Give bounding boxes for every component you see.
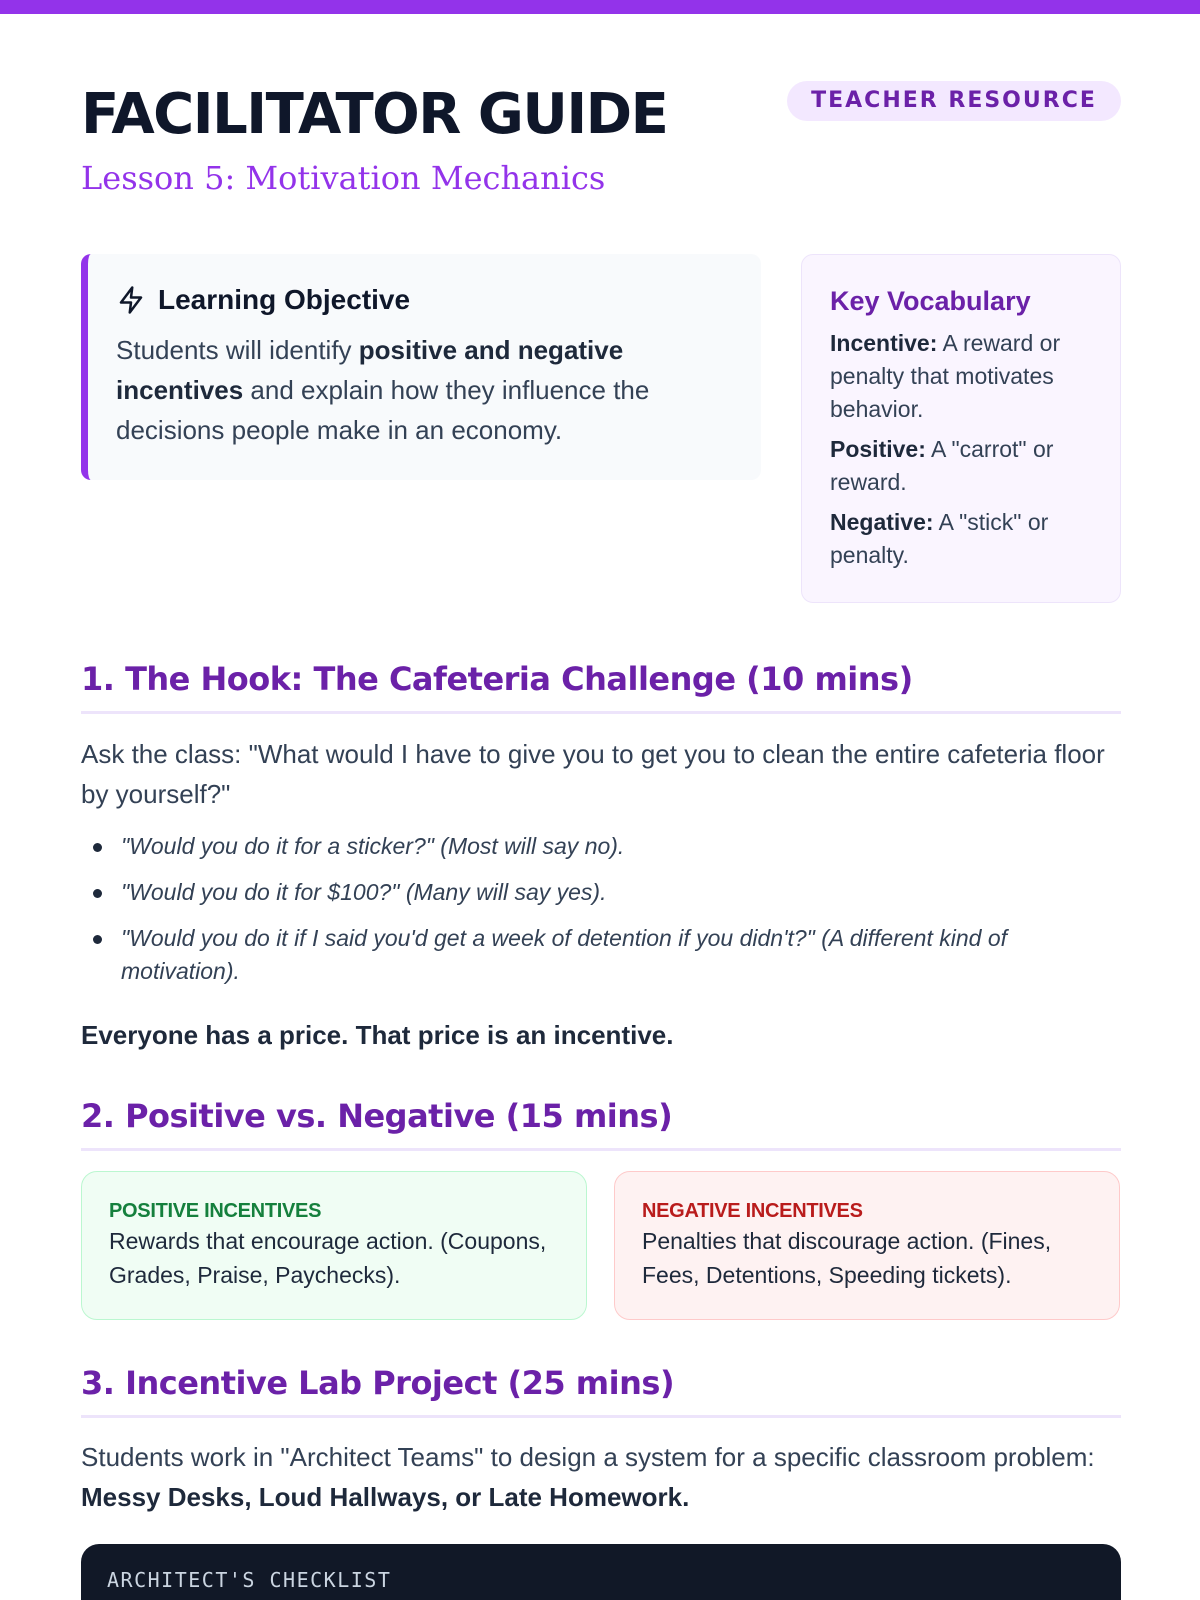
section-2-heading: 2. Positive vs. Negative (15 mins) bbox=[81, 1093, 1121, 1151]
list-item-text: "Would you do it for a sticker?" (Most will say no). bbox=[121, 833, 625, 859]
vocab-term: Positive: bbox=[830, 436, 926, 462]
objective-text-start: Students will identify bbox=[116, 335, 359, 365]
section-3-text-bold: Messy Desks, Loud Hallways, or Late Homework. bbox=[81, 1482, 690, 1512]
vocab-definition: A reward or penalty that motivates behavior. bbox=[830, 330, 1061, 422]
vocab-item-incentive bbox=[830, 327, 1094, 426]
objective-title: Learning Objective bbox=[158, 284, 411, 315]
objective-text-end: and explain how they influence the decisions people make in an economy. bbox=[116, 375, 650, 445]
list-item bbox=[81, 830, 1121, 863]
negative-card-label: NEGATIVE INCENTIVES bbox=[642, 1200, 863, 1222]
list-item bbox=[81, 922, 1121, 988]
vocab-term: Negative: bbox=[830, 509, 934, 535]
vocab-term: Incentive: bbox=[830, 330, 938, 356]
vocab-item-negative bbox=[830, 506, 1094, 572]
objective-text bbox=[116, 330, 731, 450]
bullet-dot bbox=[93, 935, 102, 944]
teacher-resource-badge: TEACHER RESOURCE bbox=[787, 81, 1121, 121]
vocab-definition: A "stick" or penalty. bbox=[830, 509, 1049, 568]
list-item bbox=[81, 876, 1121, 909]
vocab-item-positive bbox=[830, 433, 1094, 499]
negative-card-text: Penalties that discourage action. (Fines, Fees, Detentions, Speeding tickets). bbox=[642, 1228, 1052, 1288]
negative-incentives-card bbox=[614, 1171, 1120, 1320]
checklist-title: ARCHITECT'S CHECKLIST bbox=[107, 1568, 392, 1592]
section-1-conclusion: Everyone has a price. That price is an incentive. bbox=[81, 1020, 674, 1050]
positive-incentives-card bbox=[81, 1171, 587, 1320]
learning-objective-box bbox=[81, 254, 761, 480]
objective-header bbox=[116, 280, 731, 320]
lightning-icon bbox=[116, 285, 146, 315]
list-item-text: "Would you do it for $100?" (Many will say yes). bbox=[121, 879, 607, 905]
section-3-text bbox=[81, 1437, 1121, 1517]
vocabulary-title: Key Vocabulary bbox=[830, 286, 1031, 316]
section-1-intro: Ask the class: "What would I have to give you to get you to clean the entire cafeteria floor by yourself?" bbox=[81, 739, 1105, 809]
lesson-subtitle: Lesson 5: Motivation Mechanics bbox=[81, 159, 606, 197]
section-3-heading: 3. Incentive Lab Project (25 mins) bbox=[81, 1360, 1121, 1418]
page-title: FACILITATOR GUIDE bbox=[81, 82, 668, 147]
key-vocabulary-box bbox=[801, 254, 1121, 603]
section-3-text-start: Students work in "Architect Teams" to design a system for a specific classroom problem: bbox=[81, 1442, 1095, 1472]
bullet-dot bbox=[93, 889, 102, 898]
objective-text-bold: positive and negative incentives bbox=[116, 335, 624, 405]
positive-card-label: POSITIVE INCENTIVES bbox=[109, 1200, 322, 1222]
facilitator-guide-page bbox=[81, 0, 1121, 1600]
bullet-dot bbox=[93, 843, 102, 852]
positive-card-text: Rewards that encourage action. (Coupons, Grades, Praise, Paychecks). bbox=[109, 1228, 547, 1288]
vocab-definition: A "carrot" or reward. bbox=[830, 436, 1054, 495]
section-1-heading: 1. The Hook: The Cafeteria Challenge (10 mins) bbox=[81, 656, 1121, 714]
architects-checklist-box bbox=[81, 1544, 1121, 1600]
list-item-text: "Would you do it if I said you'd get a week of detention if you didn't?" (A different kind of motivation). bbox=[121, 925, 1007, 984]
hook-question-list bbox=[81, 830, 1121, 1001]
